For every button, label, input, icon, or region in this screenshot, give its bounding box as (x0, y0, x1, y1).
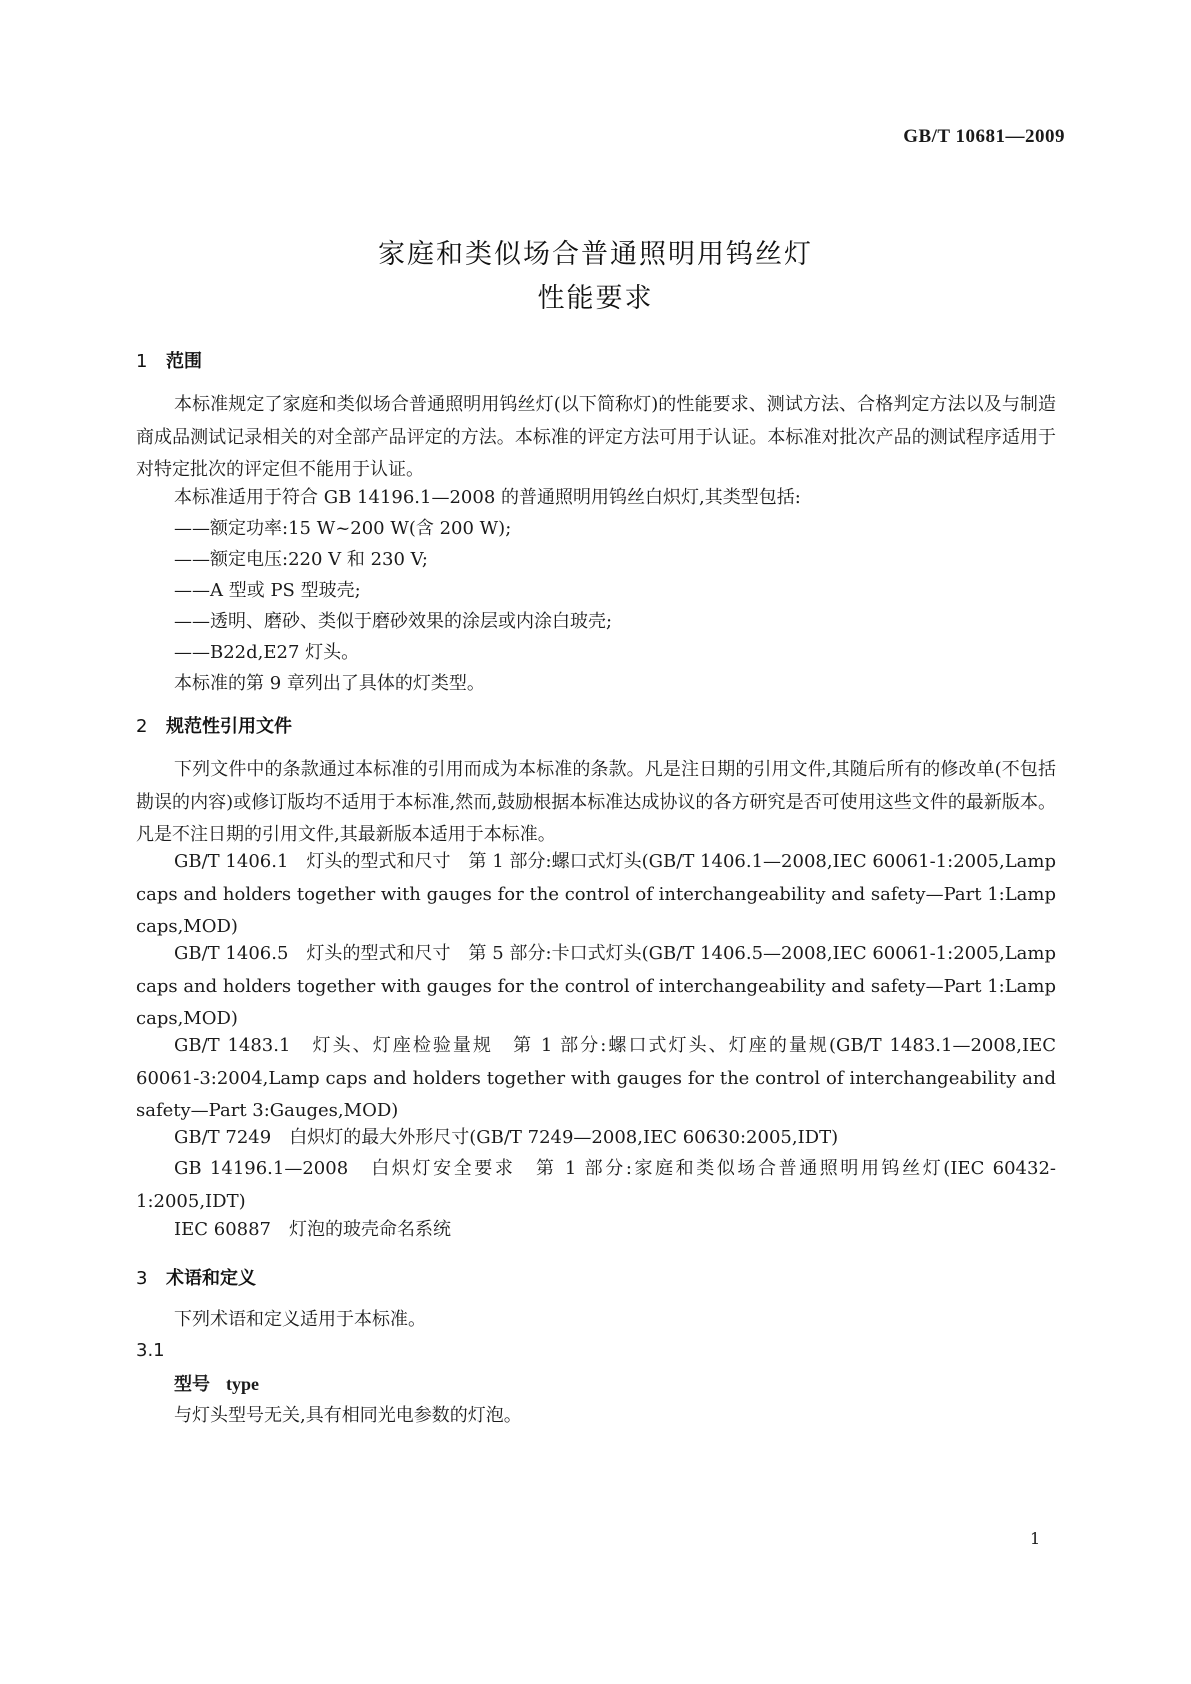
section-heading-terms (136, 1264, 256, 1290)
scope-list-item: ——A 型或 PS 型玻壳; (174, 580, 361, 601)
scope-list-item: ——透明、磨砂、类似于磨砂效果的涂层或内涂白玻壳; (174, 611, 613, 632)
section-title: 规范性引用文件 (166, 716, 292, 737)
standard-code: GB/T 10681—2009 (903, 126, 1065, 147)
document-title-line1: 家庭和类似场合普通照明用钨丝灯 (378, 239, 813, 270)
term-entry (174, 1370, 259, 1396)
reference-entry: GB/T 1406.5 灯头的型式和尺寸 第 5 部分:卡口式灯头(GB/T 1406.5—2008,IEC 60061-1:2005,Lamp caps and holders together with gauges for the control of interchangeability and safety—Part 1:Lamp caps,MOD) (136, 943, 1056, 1029)
terms-intro-paragraph: 下列术语和定义适用于本标准。 (174, 1309, 426, 1330)
scope-list-item: ——额定功率:15 W~200 W(含 200 W); (174, 518, 512, 539)
term-chinese: 型号 (174, 1374, 210, 1395)
scope-list-item: ——B22d,E27 灯头。 (174, 642, 360, 663)
clause-number: 3.1 (136, 1340, 165, 1361)
scope-paragraph-3: 本标准的第 9 章列出了具体的灯类型。 (174, 673, 485, 694)
term-definition: 与灯头型号无关,具有相同光电参数的灯泡。 (174, 1405, 522, 1426)
references-intro-paragraph: 下列文件中的条款通过本标准的引用而成为本标准的条款。凡是注日期的引用文件,其随后所有的修改单(不包括勘误的内容)或修订版均不适用于本标准,然而,鼓励根据本标准达成协议的各方研究是否可使用这些文件的最新版本。凡是不注日期的引用文件,其最新版本适用于本标准。 (136, 759, 1056, 845)
term-english: type (226, 1374, 259, 1394)
section-number: 2 (136, 716, 148, 737)
section-title: 范围 (166, 351, 202, 372)
reference-entry: GB 14196.1—2008 白炽灯安全要求 第 1 部分:家庭和类似场合普通照明用钨丝灯(IEC 60432-1:2005,IDT) (136, 1158, 1056, 1212)
reference-entry: IEC 60887 灯泡的玻壳命名系统 (174, 1219, 452, 1240)
section-title: 术语和定义 (166, 1268, 256, 1289)
scope-list-item: ——额定电压:220 V 和 230 V; (174, 549, 428, 570)
section-heading-scope (136, 347, 202, 373)
reference-entry: GB/T 1406.1 灯头的型式和尺寸 第 1 部分:螺口式灯头(GB/T 1406.1—2008,IEC 60061-1:2005,Lamp caps and holders together with gauges for the control of interchangeability and safety—Part 1:Lamp caps,MOD) (136, 851, 1056, 937)
reference-entry: GB/T 1483.1 灯头、灯座检验量规 第 1 部分:螺口式灯头、灯座的量规(GB/T 1483.1—2008,IEC 60061-3:2004,Lamp caps and holders together with gauges for the control of interchangeability and safety—Part 3:Gauges,MOD) (136, 1035, 1056, 1121)
document-title-line2: 性能要求 (537, 283, 654, 314)
section-number: 1 (136, 351, 148, 372)
reference-entry: GB/T 7249 白炽灯的最大外形尺寸(GB/T 7249—2008,IEC 60630:2005,IDT) (174, 1127, 839, 1148)
scope-paragraph-2: 本标准适用于符合 GB 14196.1—2008 的普通照明用钨丝白炽灯,其类型包括: (174, 487, 801, 508)
page-number: 1 (1030, 1529, 1041, 1548)
scope-paragraph-1: 本标准规定了家庭和类似场合普通照明用钨丝灯(以下简称灯)的性能要求、测试方法、合格判定方法以及与制造商成品测试记录相关的对全部产品评定的方法。本标准的评定方法可用于认证。本标准对批次产品的测试程序适用于对特定批次的评定但不能用于认证。 (136, 394, 1056, 480)
section-heading-normative-references (136, 712, 292, 738)
section-number: 3 (136, 1268, 148, 1289)
